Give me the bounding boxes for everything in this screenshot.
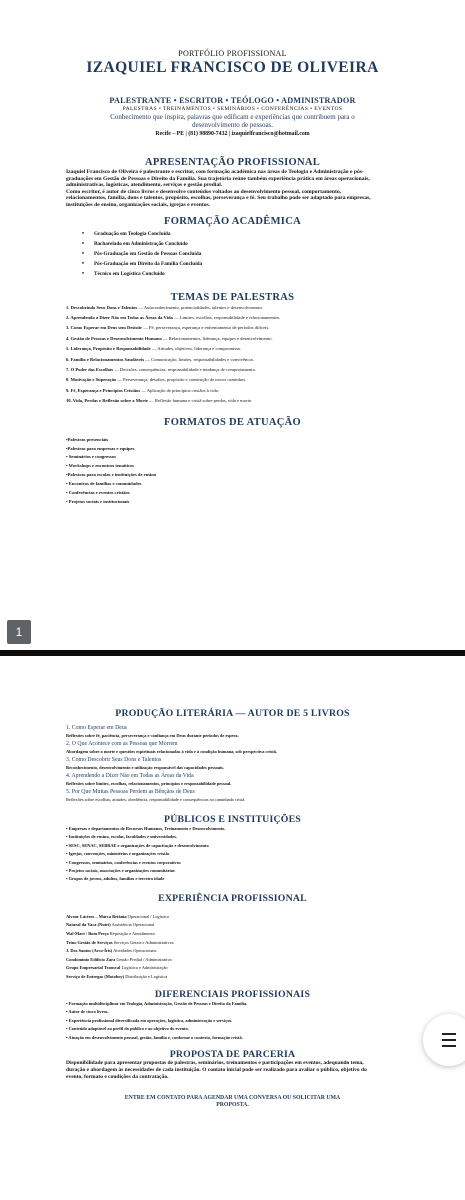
book-description: Reflexões sobre limites, escolhas, relacionamentos, princípios e responsabilidade pessoal. (66, 781, 232, 786)
list-item: Trino Gestão de Serviços Serviços Gerais e Administrativos (66, 939, 174, 945)
menu-icon (442, 1033, 456, 1047)
contact-cta: ENTRE EM CONTATO PARA AGENDAR UMA CONVERSA OU SOLICITAR UMA PROPOSTA. (124, 1094, 341, 1109)
section-title-diferenciais: DIFERENCIAIS PROFISSIONAIS (154, 988, 311, 1000)
list-item: Grupo Empresarial Transval Logística e Administração (66, 965, 168, 971)
list-item: • Workshops e encontros temáticos (66, 463, 135, 469)
book-description: Reflexões sobre fé, paciência, perseverança e confiança em Deus durante períodos de espera. (66, 733, 239, 738)
parceria-paragraph: Disponibilidade para apresentar propostas de palestras, seminários, treinamentos e participações em eventos, adequando tema, duração e abordagem às necessidades de cada instituição. O contato inicial pode ser realizado para avaliar o público, objetivo do evento, formato e condições da contratação. (66, 1059, 367, 1080)
list-item: • Pós-Graduação em Gestão de Pessoas Concluída (82, 249, 465, 259)
list-item: Alvoar Lácteos – Marca Betânia Operacional / Logística (66, 913, 169, 919)
subroles-line: PALESTRAS • TREINAMENTOS • SEMINÁRIOS • CONFERÊNCIAS • EVENTOS (122, 106, 343, 112)
book-description: Abordagem sobre a morte e questões espirituais relacionadas à vida e à condição humana, sob perspectiva cristã. (66, 749, 278, 754)
list-item: • Pós-Graduação em Direito da Família Concluída (82, 259, 465, 269)
list-item: Serviço de Entregas (Motoboy) Distribuição e Logística (66, 974, 168, 979)
books-list (0, 724, 465, 804)
list-item: 4. Gestão de Pessoas e Desenvolvimento Humano — Relacionamentos, liderança, equipes e desenvolvimento. (66, 335, 273, 341)
list-item: • Conferências e eventos cristãos (66, 490, 130, 496)
temas-list (66, 303, 465, 407)
section-title-formacao: FORMAÇÃO ACADÊMICA (164, 215, 301, 227)
list-item: • Atuação em desenvolvimento pessoal, gestão, família e, conforme o contexto, formação cristã. (66, 1034, 243, 1040)
list-item: •Palestras presenciais (66, 436, 109, 442)
list-item: 2. Aprendendo a Dizer Não em Todas as Áreas da Vida — Limites, escolhas, responsabilidade e relacionamentos. (66, 314, 281, 320)
section-title-temas: TEMAS DE PALESTRAS (170, 291, 295, 303)
diferenciais-list (66, 1000, 465, 1043)
list-item: 7. O Poder das Escolhas — Decisões, consequências, responsabilidade e mudança de comportamento. (66, 367, 257, 372)
list-item: 6. Família e Relacionamentos Saudáveis — Comunicação, limites, responsabilidades e convivência. (66, 356, 254, 362)
list-item: • Instituições de ensino, escolas, faculdades e universidades. (66, 834, 178, 840)
list-item: •Palestras para empresas e equipes (66, 445, 135, 451)
list-item: • Experiência profissional diversificada em operações, logística, administração e serviços. (66, 1017, 233, 1023)
list-item: • Seminários e congressos (66, 454, 116, 460)
list-item: • Grupos de jovens, adultos, famílias e terceira idade (66, 876, 165, 882)
list-item: Natural da Vaca (Nutri) Assistência Operacional (66, 922, 155, 928)
list-item: • Graduação em Teologia Concluída (82, 229, 465, 239)
list-item: 9. Fé, Esperança e Princípios Cristãos — Aplicação de princípios cristãos à vida. (66, 387, 219, 393)
book-title: 1. Como Esperar em Deus (66, 725, 128, 731)
list-item: • Empresas e departamentos de Recursos Humanos, Treinamento e Desenvolvimento. (66, 826, 226, 831)
book-description: Reflexões sobre escolhas, atitudes, obediência, responsabilidade e consequências na caminhada cristã. (66, 797, 246, 802)
list-item: Wal-Mart / Bom Preço Reposição e Atendimento (66, 931, 155, 937)
author-name: IZAQUIEL FRANCISCO DE OLIVEIRA (86, 59, 379, 76)
section-title-formatos: FORMATOS DE ATUAÇÃO (164, 416, 301, 428)
list-item: • Projetos sociais, associações e organizações comunitárias (66, 868, 175, 874)
book-title: 2. O Que Acontece com as Pessoas que Morrem (66, 741, 178, 747)
book-title: 3. Como Descobrir Seus Dons e Talentos (66, 757, 162, 763)
document-page-2 (0, 656, 465, 1200)
list-item: 10. Vida, Perdas e Reflexão sobre a Morte — Reflexão humana e cristã sobre perdas, vida e morte. (66, 398, 253, 404)
section-title-producao: PRODUÇÃO LITERÁRIA — AUTOR DE 5 LIVROS (115, 708, 350, 719)
list-item: • Encontros de famílias e comunidades (66, 481, 142, 487)
formatos-list (66, 436, 465, 507)
portfolio-kicker: PORTFÓLIO PROFISSIONAL (178, 49, 287, 58)
list-item: • Congressos, seminários, conferências e eventos corporativos (66, 859, 181, 865)
tagline: Conhecimento que inspira, palavras que edificam e experiências que contribuem para o desenvolvimento de pessoas. (110, 113, 355, 129)
list-item: • SESC, SENAC, SEBRAE e organizações de capacitação e desenvolvimento (66, 842, 209, 848)
list-item: • Autor de cinco livros. (66, 1009, 109, 1015)
contact-line: Recife – PE | (81) 98890-7432 | izaquielfrancisco@hotmail.com (155, 131, 310, 137)
list-item: • Igrejas, convenções, ministérios e organizações cristãs (66, 851, 170, 857)
list-item: •Palestras para escolas e instituições de ensino (66, 472, 157, 478)
book-title: 5. Por Que Muitas Pessoas Perdem as Bênçãos de Deus (66, 789, 195, 795)
publicos-list (66, 825, 465, 884)
roles-line: PALESTRANTE • ESCRITOR • TEÓLOGO • ADMINISTRADOR (109, 96, 356, 105)
section-title-experiencia: EXPERIÊNCIA PROFISSIONAL (158, 892, 307, 904)
list-item: • Formação multidisciplinar em Teologia, Administração, Gestão de Pessoas e Direito da Família. (66, 1000, 248, 1006)
list-item: J. Dos Santos (Arco-Íris) Atividades Operacionais (66, 948, 157, 954)
list-item: • Técnico em Logística Concluído (82, 269, 465, 279)
experiencia-list (66, 913, 465, 982)
list-item: 1. Descobrindo Seus Dons e Talentos — Autoconhecimento, potencialidades, talentos e desenvolvimento. (66, 304, 264, 310)
section-title-parceria: PROPOSTA DE PARCERIA (169, 1048, 296, 1060)
apresentacao-paragraph-2: Como escritor, é autor de cinco livros e desenvolve conteúdos voltados ao desenvolvimento pessoal, comportamento, relacionamentos, família, dons e talentos, propósito, escolhas, perseverança e fé. Seu trabalho pode ser adaptado para empresas, instituições de ensino, organizações sociais, igrejas e eventos. (66, 188, 371, 208)
section-title-publicos: PÚBLICOS E INSTITUIÇÕES (164, 814, 301, 825)
book-description: Reconhecimento, desenvolvimento e utilização responsável das capacidades pessoais. (66, 765, 225, 770)
list-item: • Projetos sociais e institucionais (66, 498, 130, 504)
list-item: 5. Liderança, Propósito e Responsabilidade — Atitudes, objetivos, liderança e compromisso. (66, 346, 242, 352)
page-number-badge: 1 (7, 620, 31, 644)
list-item: • Bacharelado em Administração Concluído (82, 239, 465, 249)
book-title: 4. Aprendendo a Dizer Não em Todas as Áreas da Vida (66, 773, 194, 779)
list-item: • Conteúdo adaptável ao perfil do público e ao objetivo do evento. (66, 1026, 189, 1032)
formacao-list (0, 229, 465, 279)
apresentacao-paragraph-1: Izaquiel Francisco de Oliveira é palestrante e escritor, com formação acadêmica nas áreas de Teologia e Administração e pós-graduações em Gestão de Pessoas e Direito da Família. Sua trajetória reúne também experiência prática em áreas operacionais, administrativas, logísticas, atendimento, serviços e gestão predial. (66, 169, 370, 189)
section-title-apresentacao: APRESENTAÇÃO PROFISSIONAL (144, 157, 321, 168)
list-item: 8. Motivação e Superação — Perseverança, desafios, propósito e construção de novos caminhos. (66, 377, 247, 383)
list-item: 3. Como Esperar em Deus sem Desistir — Fé, perseverança, esperança e enfrentamento de períodos difíceis. (66, 325, 270, 331)
list-item: Condomínio Edifício Zara Gestão Predial / Administrativa (66, 956, 172, 962)
